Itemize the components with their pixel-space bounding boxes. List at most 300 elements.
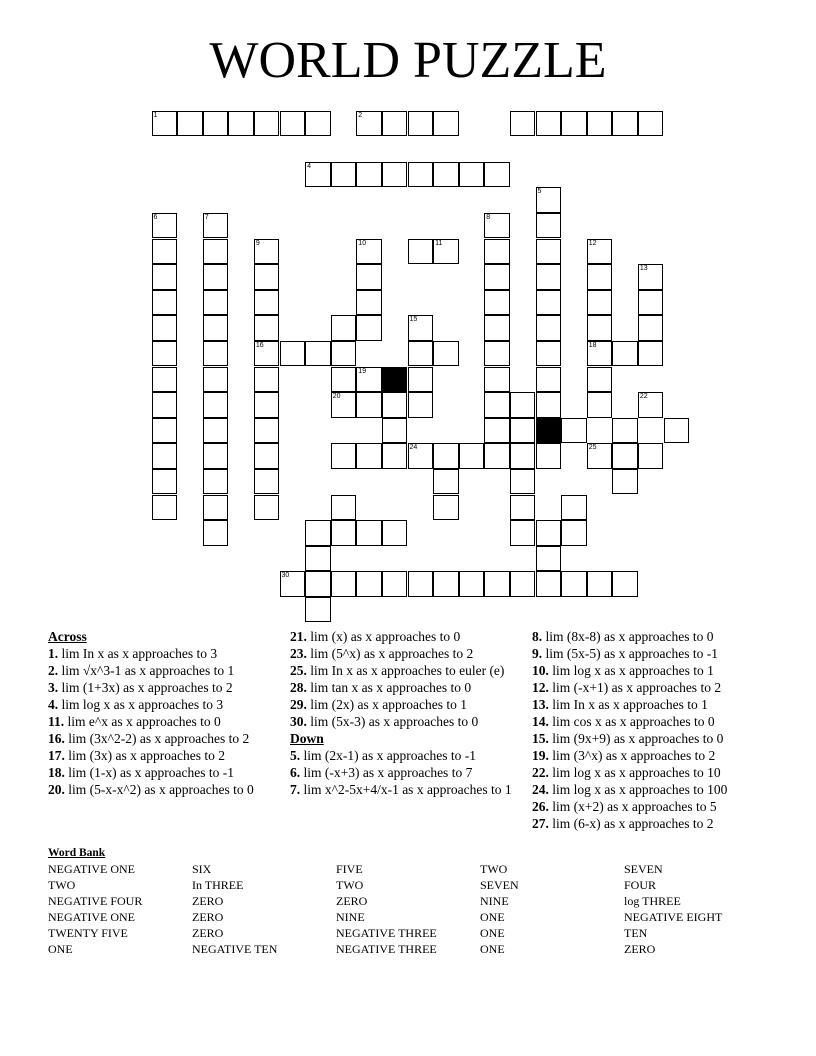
word-bank-item: ZERO [336,894,368,908]
clue-number: 7. [290,782,301,797]
grid-cell[interactable] [510,418,536,444]
word-bank-item: ONE [480,910,505,924]
clue-column-1 [48,628,278,798]
grid-cell[interactable] [561,495,587,521]
clue-item [532,764,772,781]
grid-cell[interactable] [254,469,280,495]
grid-cell[interactable] [587,315,613,341]
grid-cell[interactable] [203,495,229,521]
clue-number: 29. [290,697,307,712]
clue-number: 20 [332,393,341,401]
clue-number: 17. [48,748,65,763]
grid-cell[interactable] [587,392,613,418]
grid-cell[interactable] [612,418,638,444]
word-bank-item: ZERO [192,894,224,908]
grid-cell[interactable] [356,111,382,137]
grid-cell[interactable] [356,571,382,597]
clue-item [290,679,522,696]
clue-number: 30. [290,714,307,729]
grid-cell[interactable] [152,290,178,316]
clue-number: 20. [48,782,65,797]
grid-cell[interactable] [254,392,280,418]
grid-cell[interactable] [484,443,510,469]
grid-cell[interactable] [408,239,434,265]
grid-cell[interactable] [356,443,382,469]
grid-cell[interactable] [254,367,280,393]
grid-cell[interactable] [203,443,229,469]
grid-cell[interactable] [331,392,357,418]
grid-cell[interactable] [433,239,459,265]
grid-cell[interactable] [612,341,638,367]
clue-number: 9 [255,239,260,247]
clue-item [48,662,278,679]
grid-cell[interactable] [433,443,459,469]
grid-cell[interactable] [484,162,510,188]
grid-cell[interactable] [331,367,357,393]
grid-cell[interactable] [356,367,382,393]
grid-cell[interactable] [382,418,408,444]
clue-item [48,645,278,662]
clue-number: 25 [588,444,597,452]
grid-cell[interactable] [408,162,434,188]
clue-number: 9. [532,646,543,661]
word-bank-item: ONE [480,942,505,956]
grid-cell[interactable] [408,367,434,393]
grid-cell[interactable] [152,239,178,265]
clue-number: 11. [48,714,65,729]
clue-item [532,730,772,747]
grid-cell[interactable] [152,341,178,367]
clue-number: 5 [537,188,542,196]
word-bank-item: SEVEN [480,878,519,892]
grid-cell[interactable] [305,597,331,623]
clue-item [290,764,522,781]
grid-cell[interactable] [280,341,306,367]
grid-cell[interactable] [382,520,408,546]
clue-text: lim (2x) as x approaches to 1 [306,697,467,712]
grid-cell[interactable] [536,443,562,469]
clue-item [532,662,772,679]
clue-item [290,662,522,679]
word-bank-item: NEGATIVE THREE [336,942,437,956]
grid-cell[interactable] [638,264,664,290]
word-bank-item: NEGATIVE THREE [336,926,437,940]
black-cell [382,367,408,393]
grid-cell[interactable] [536,290,562,316]
grid-cell[interactable] [536,239,562,265]
word-bank-item: TWENTY FIVE [48,926,128,940]
grid-cell[interactable] [587,571,613,597]
grid-cell[interactable] [433,495,459,521]
grid-cell[interactable] [587,111,613,137]
grid-cell[interactable] [254,443,280,469]
clue-number: 3. [48,680,59,695]
grid-cell[interactable] [536,213,562,239]
grid-cell[interactable] [254,264,280,290]
clue-text: lim (5^x) as x approaches to 2 [306,646,474,661]
clue-number: 23. [290,646,307,661]
grid-cell[interactable] [280,571,306,597]
grid-cell[interactable] [203,111,229,137]
grid-cell[interactable] [638,392,664,418]
grid-cell[interactable] [510,392,536,418]
clue-number: 7 [204,213,209,221]
grid-cell[interactable] [638,443,664,469]
word-bank-item: NEGATIVE EIGHT [624,910,723,924]
grid-cell[interactable] [510,443,536,469]
clue-item [532,645,772,662]
clue-text: lim (5-x-x^2) as x approaches to 0 [64,782,254,797]
word-bank-item: NEGATIVE TEN [192,942,278,956]
grid-cell[interactable] [433,111,459,137]
page-title: WORLD PUZZLE [209,32,607,89]
grid-cell[interactable] [203,213,229,239]
grid-cell[interactable] [331,495,357,521]
clue-number: 8 [486,213,491,221]
grid-cell[interactable] [433,341,459,367]
clue-text: lim cos x as x approaches to 0 [548,714,715,729]
word-bank-item: NEGATIVE ONE [48,910,135,924]
clue-number: 16 [255,341,264,349]
grid-cell[interactable] [459,571,485,597]
clue-text: lim (1-x) as x approaches to -1 [64,765,234,780]
grid-cell[interactable] [152,392,178,418]
grid-cell[interactable] [356,315,382,341]
grid-cell[interactable] [305,546,331,572]
grid-cell[interactable] [536,367,562,393]
clue-item [532,781,772,798]
grid-cell[interactable] [612,443,638,469]
grid-cell[interactable] [203,367,229,393]
clue-number: 6. [290,765,301,780]
clue-number: 15 [409,316,418,324]
grid-cell[interactable] [152,264,178,290]
grid-cell[interactable] [587,341,613,367]
grid-cell[interactable] [510,571,536,597]
clue-number: 12 [588,239,597,247]
grid-cell[interactable] [536,392,562,418]
word-bank-item: NEGATIVE ONE [48,862,135,876]
grid-cell[interactable] [408,111,434,137]
grid-cell[interactable] [152,315,178,341]
grid-cell[interactable] [305,162,331,188]
clue-number: 2 [358,111,363,119]
clue-text: lim (6-x) as x approaches to 2 [548,816,714,831]
clue-text: lim log x as x approaches to 100 [548,782,728,797]
grid-cell[interactable] [433,571,459,597]
grid-cell[interactable] [484,392,510,418]
grid-cell[interactable] [612,111,638,137]
clue-number: 30 [281,572,290,580]
grid-cell[interactable] [587,443,613,469]
clue-text: lim In x as x approaches to 1 [548,697,708,712]
grid-cell[interactable] [203,239,229,265]
grid-cell[interactable] [203,469,229,495]
grid-cell[interactable] [152,469,178,495]
grid-cell[interactable] [484,341,510,367]
grid-cell[interactable] [408,315,434,341]
grid-cell[interactable] [510,520,536,546]
grid-cell[interactable] [254,495,280,521]
clue-number: 18 [588,341,597,349]
clue-item [532,628,772,645]
grid-cell[interactable] [152,418,178,444]
grid-cell[interactable] [254,290,280,316]
grid-cell[interactable] [152,111,178,137]
grid-cell[interactable] [331,341,357,367]
grid-cell[interactable] [510,111,536,137]
grid-cell[interactable] [536,111,562,137]
grid-cell[interactable] [356,520,382,546]
grid-cell[interactable] [408,392,434,418]
clue-text: lim (1+3x) as x approaches to 2 [58,680,233,695]
grid-cell[interactable] [561,520,587,546]
grid-cell[interactable] [152,213,178,239]
grid-cell[interactable] [228,111,254,137]
grid-cell[interactable] [203,341,229,367]
word-bank-item: NINE [336,910,365,924]
word-bank-item: ZERO [192,926,224,940]
clue-item [290,747,522,764]
clue-item [48,764,278,781]
grid-cell[interactable] [152,443,178,469]
grid-cell[interactable] [305,111,331,137]
grid-cell[interactable] [561,418,587,444]
grid-cell[interactable] [484,213,510,239]
grid-cell[interactable] [331,520,357,546]
clue-number: 11 [435,239,443,247]
clue-text: lim log x as x approaches to 1 [548,663,714,678]
grid-cell[interactable] [254,315,280,341]
clue-number: 24. [532,782,549,797]
clue-item [48,781,278,798]
grid-cell[interactable] [254,239,280,265]
clue-text: lim In x as x approaches to 3 [58,646,218,661]
grid-cell[interactable] [536,520,562,546]
word-bank-item: FIVE [336,862,363,876]
clue-number: 28. [290,680,307,695]
grid-cell[interactable] [382,392,408,418]
word-bank-item: log THREE [624,894,681,908]
grid-cell[interactable] [433,469,459,495]
grid-cell[interactable] [638,315,664,341]
clue-number: 16. [48,731,65,746]
clue-number: 25. [290,663,307,678]
clue-number: 15. [532,731,549,746]
word-bank-item: TWO [48,878,76,892]
clue-text: lim √x^3-1 as x approaches to 1 [58,663,235,678]
word-bank-item: TWO [480,862,508,876]
grid-cell[interactable] [459,162,485,188]
word-bank-item: SIX [192,862,212,876]
clue-item [48,747,278,764]
word-bank-item: ZERO [192,910,224,924]
clue-item [532,815,772,832]
clue-text: lim (-x+3) as x approaches to 7 [300,765,473,780]
grid-cell[interactable] [484,418,510,444]
clue-number: 6 [153,213,158,221]
word-bank-item: ZERO [624,942,656,956]
grid-cell[interactable] [382,571,408,597]
clue-column-3 [532,628,772,832]
clue-number: 19. [532,748,549,763]
grid-cell[interactable] [536,315,562,341]
grid-cell[interactable] [536,264,562,290]
word-bank-item: NEGATIVE FOUR [48,894,143,908]
grid-cell[interactable] [152,367,178,393]
grid-cell[interactable] [612,571,638,597]
clue-item [290,781,522,798]
clue-number: 26. [532,799,549,814]
clue-number: 10. [532,663,549,678]
clue-text: lim (3^x) as x approaches to 2 [548,748,716,763]
grid-cell[interactable] [484,264,510,290]
clue-column-2 [290,628,522,798]
clue-text: lim (x+2) as x approaches to 5 [548,799,717,814]
grid-cell[interactable] [254,418,280,444]
down-heading: Down [290,731,324,746]
word-bank-item: ONE [48,942,73,956]
clue-item [48,713,278,730]
grid-cell[interactable] [254,341,280,367]
clue-item [290,696,522,713]
clue-number: 8. [532,629,543,644]
clue-text: lim x^2-5x+4/x-1 as x approaches to 1 [300,782,512,797]
clue-text: lim (x) as x approaches to 0 [306,629,461,644]
grid-cell[interactable] [484,367,510,393]
clue-text: lim In x as x approaches to euler (e) [306,663,505,678]
clue-number: 5. [290,748,301,763]
grid-cell[interactable] [536,341,562,367]
grid-cell[interactable] [356,239,382,265]
clue-text: lim (8x-8) as x approaches to 0 [542,629,714,644]
clue-text: lim (3x) as x approaches to 2 [64,748,225,763]
clue-item [532,679,772,696]
clue-number: 18. [48,765,65,780]
grid-cell[interactable] [638,111,664,137]
clue-text: lim (9x+9) as x approaches to 0 [548,731,724,746]
grid-cell[interactable] [203,392,229,418]
grid-cell[interactable] [587,290,613,316]
grid-cell[interactable] [356,290,382,316]
grid-cell[interactable] [510,495,536,521]
grid-cell[interactable] [382,162,408,188]
clue-text: lim tan x as x approaches to 0 [306,680,472,695]
grid-cell[interactable] [305,571,331,597]
grid-cell[interactable] [408,571,434,597]
word-bank-title: Word Bank [48,847,106,859]
grid-cell[interactable] [561,571,587,597]
clue-number: 24 [409,444,418,452]
word-bank-item: TWO [336,878,364,892]
clue-number: 14. [532,714,549,729]
word-bank-item: NINE [480,894,509,908]
grid-cell[interactable] [331,315,357,341]
grid-cell[interactable] [587,239,613,265]
clue-text: lim (-x+1) as x approaches to 2 [548,680,722,695]
clue-item [532,713,772,730]
grid-cell[interactable] [638,290,664,316]
clue-number: 2. [48,663,59,678]
grid-cell[interactable] [408,443,434,469]
grid-cell[interactable] [356,264,382,290]
grid-cell[interactable] [484,571,510,597]
grid-cell[interactable] [638,341,664,367]
grid-cell[interactable] [536,571,562,597]
across-heading: Across [48,629,87,644]
clue-number: 22 [639,393,648,401]
clue-item [48,696,278,713]
clue-number: 22. [532,765,549,780]
grid-cell[interactable] [510,469,536,495]
clue-text: lim (3x^2-2) as x approaches to 2 [64,731,250,746]
grid-cell[interactable] [536,546,562,572]
grid-cell[interactable] [484,315,510,341]
clue-item [290,713,522,730]
word-bank [48,845,788,957]
grid-cell[interactable] [331,162,357,188]
clue-number: 10 [358,239,367,247]
grid-cell[interactable] [356,162,382,188]
grid-cell[interactable] [254,111,280,137]
clue-item [290,645,522,662]
clue-number: 12. [532,680,549,695]
clue-text: lim (2x-1) as x approaches to -1 [300,748,476,763]
grid-cell[interactable] [382,443,408,469]
clue-number: 21. [290,629,307,644]
grid-cell[interactable] [433,162,459,188]
grid-cell[interactable] [305,520,331,546]
grid-cell[interactable] [408,341,434,367]
grid-cell[interactable] [484,239,510,265]
word-bank-item: ONE [480,926,505,940]
grid-cell[interactable] [280,111,306,137]
grid-cell[interactable] [203,315,229,341]
grid-cell[interactable] [587,264,613,290]
grid-cell[interactable] [484,290,510,316]
clue-number: 1 [153,111,158,119]
grid-cell[interactable] [203,520,229,546]
grid-cell[interactable] [331,443,357,469]
grid-cell[interactable] [177,111,203,137]
grid-cell[interactable] [664,418,690,444]
grid-cell[interactable] [459,443,485,469]
clue-number: 27. [532,816,549,831]
word-bank-item: FOUR [624,878,657,892]
grid-cell[interactable] [305,341,331,367]
clue-number: 13 [639,265,648,273]
grid-cell[interactable] [203,264,229,290]
clue-item [290,628,522,645]
grid-cell[interactable] [203,418,229,444]
clue-text: lim (5x-5) as x approaches to -1 [542,646,718,661]
grid-cell[interactable] [536,187,562,213]
word-bank-item: In THREE [192,878,244,892]
grid-cell[interactable] [152,495,178,521]
clue-number: 19 [358,367,367,375]
clue-item [532,798,772,815]
grid-cell[interactable] [331,571,357,597]
clue-text: lim (5x-3) as x approaches to 0 [306,714,479,729]
grid-cell[interactable] [587,367,613,393]
grid-cell[interactable] [612,469,638,495]
grid-cell[interactable] [561,111,587,137]
grid-cell[interactable] [203,290,229,316]
grid-cell[interactable] [382,111,408,137]
grid-cell[interactable] [356,392,382,418]
clue-item [532,747,772,764]
word-bank-grid [48,861,788,957]
